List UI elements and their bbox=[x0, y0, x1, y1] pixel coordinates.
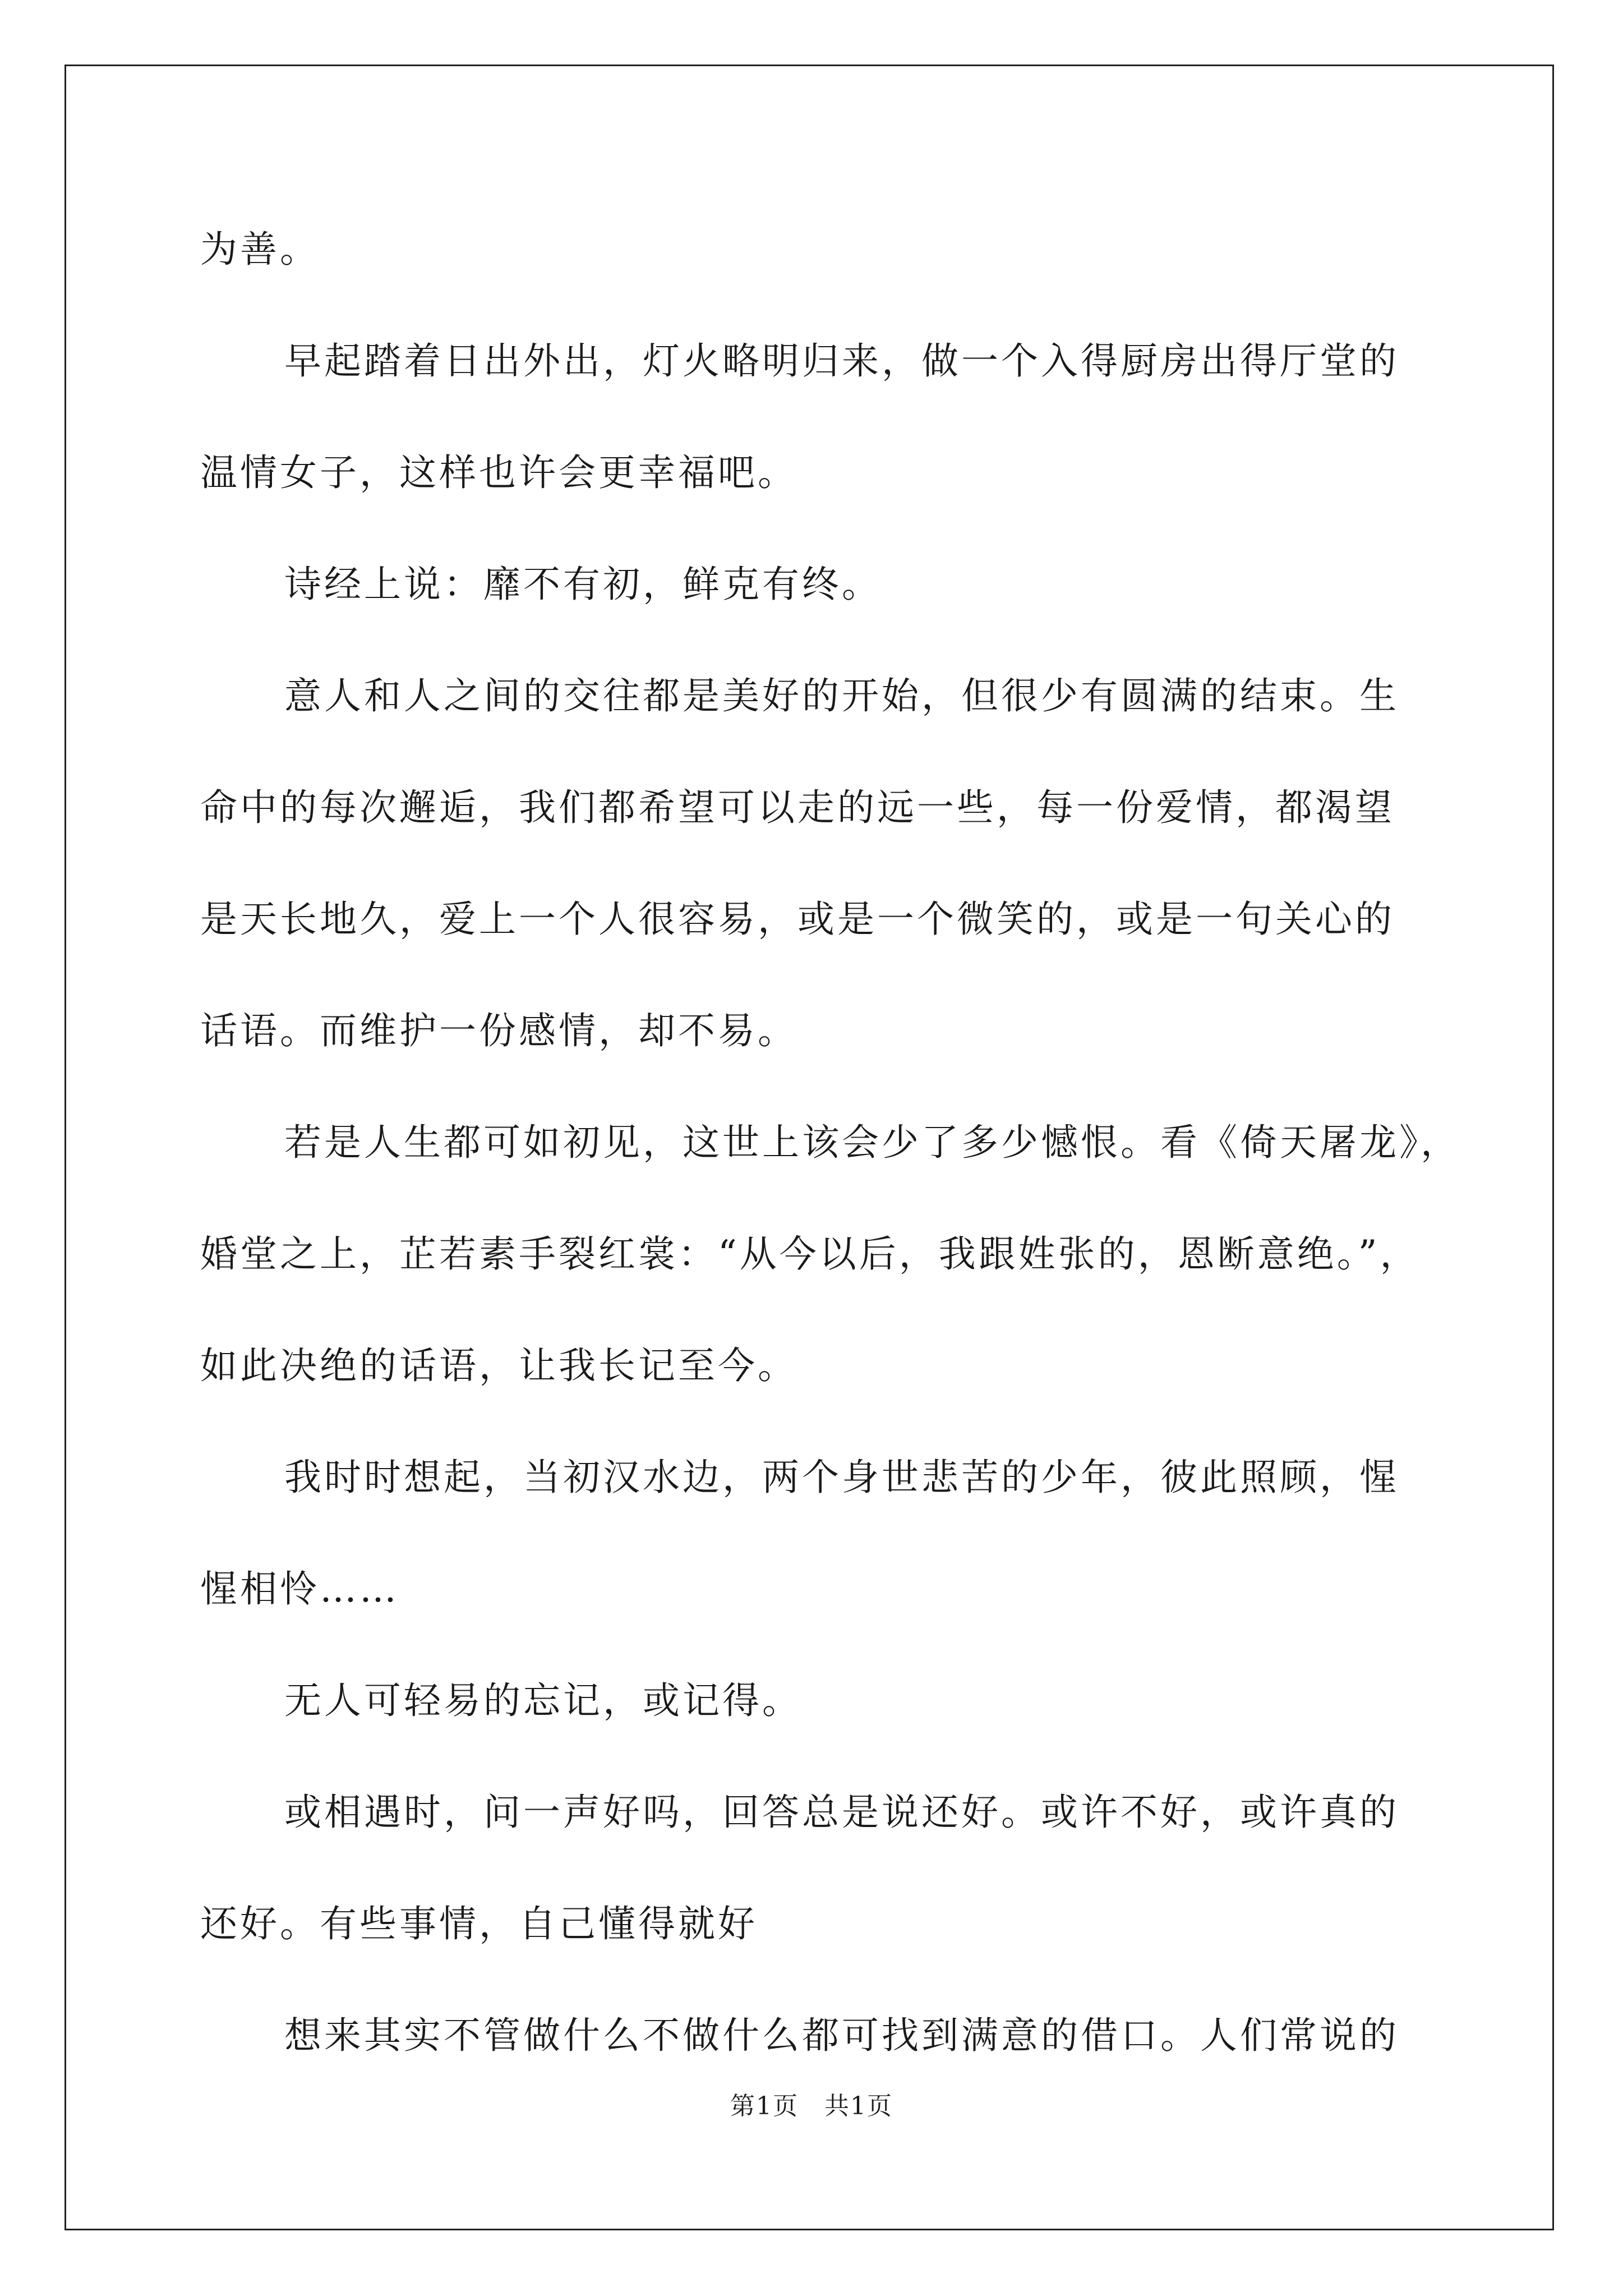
text-line: 命中的每次邂逅，我们都希望可以走的远一些，每一份爱情，都渴望 bbox=[200, 786, 1395, 829]
text-line: 还好。有些事情，自己懂得就好 bbox=[200, 1902, 758, 1945]
text-line: 我时时想起，当初汉水边，两个身世悲苦的少年，彼此照顾，惺 bbox=[284, 1456, 1399, 1499]
text-line: 惺相怜…… bbox=[200, 1567, 399, 1611]
text-line: 诗经上说：靡不有初，鲜克有终。 bbox=[284, 563, 882, 606]
text-line: 无人可轻易的忘记，或记得。 bbox=[284, 1679, 802, 1722]
page-footer: 第1页 共1页 bbox=[730, 2092, 893, 2120]
text-line: 话语。而维护一份感情，却不易。 bbox=[200, 1009, 797, 1052]
text-line: 是天长地久，爱上一个人很容易，或是一个微笑的，或是一句关心的 bbox=[200, 898, 1395, 941]
text-line: 想来其实不管做什么不做什么都可找到满意的借口。人们常说的 bbox=[284, 2014, 1399, 2057]
text-line: 如此决绝的话语，让我长记至今。 bbox=[200, 1344, 797, 1387]
text-line: 意人和人之间的交往都是美好的开始，但很少有圆满的结束。生 bbox=[284, 674, 1399, 717]
text-line: 温情女子，这样也许会更幸福吧。 bbox=[200, 451, 797, 494]
text-line: 婚堂之上，芷若素手裂红裳：“从今以后，我跟姓张的，恩断意绝。”， bbox=[200, 1232, 1420, 1276]
text-line: 若是人生都可如初见，这世上该会少了多少憾恨。看《倚天屠龙》， bbox=[284, 1121, 1460, 1164]
text-line: 或相遇时，问一声好吗，回答总是说还好。或许不好，或许真的 bbox=[284, 1791, 1399, 1834]
text-line: 为善。 bbox=[200, 228, 320, 271]
text-line: 早起踏着日出外出，灯火略明归来，做一个入得厨房出得厅堂的 bbox=[284, 339, 1399, 383]
